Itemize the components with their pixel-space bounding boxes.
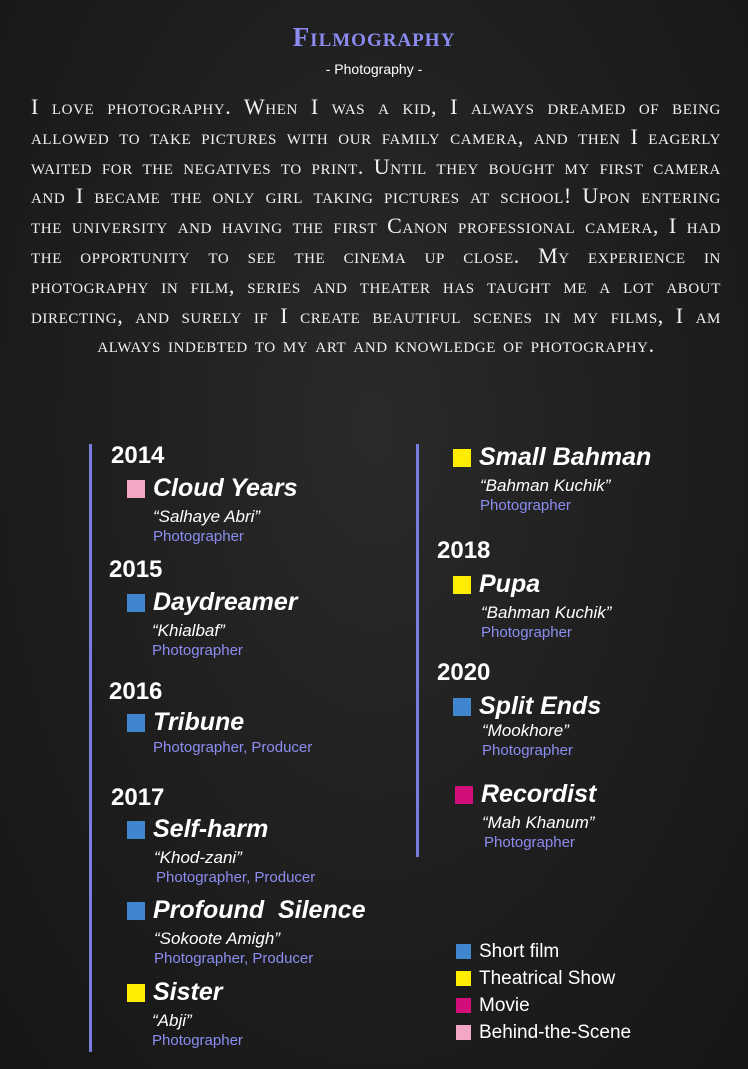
year-label: 2015 xyxy=(109,556,163,583)
film-entry xyxy=(127,978,243,1049)
film-original-title: “Mah Khanum” xyxy=(482,813,595,832)
year-label: 2014 xyxy=(111,442,165,469)
film-title: Recordist xyxy=(481,780,597,808)
year-label: 2017 xyxy=(111,784,165,811)
year-label: 2018 xyxy=(437,537,491,564)
legend-label: Short film xyxy=(479,940,560,962)
film-role: Photographer, Producer xyxy=(153,739,313,756)
film-original-title: “Bahman Kuchik” xyxy=(481,603,612,622)
film-original-title: “Salhaye Abri” xyxy=(153,507,261,526)
category-square-icon xyxy=(127,480,145,498)
legend-item xyxy=(456,938,631,965)
film-title: Sister xyxy=(153,978,223,1006)
legend xyxy=(456,938,631,1046)
category-square-icon xyxy=(455,786,473,804)
legend-item xyxy=(456,992,631,1019)
film-original-title: “Bahman Kuchik” xyxy=(480,476,611,495)
film-title: Cloud Years xyxy=(153,474,298,502)
category-square-icon xyxy=(127,714,145,732)
category-square-icon xyxy=(456,971,471,986)
film-role: Photographer xyxy=(484,834,575,851)
film-title: Profound Silence xyxy=(153,896,366,924)
film-entry xyxy=(453,692,601,759)
film-role: Photographer, Producer xyxy=(156,869,316,886)
legend-label: Theatrical Show xyxy=(479,967,616,989)
film-entry xyxy=(127,896,366,967)
film-entry xyxy=(453,443,651,514)
film-entry xyxy=(455,780,596,851)
film-role: Photographer xyxy=(153,528,244,545)
film-entry xyxy=(453,570,611,641)
film-original-title: “Khod-zani” xyxy=(154,848,242,867)
film-original-title: “Abji” xyxy=(152,1011,192,1030)
category-square-icon xyxy=(127,594,145,612)
film-title: Tribune xyxy=(153,708,245,736)
legend-item xyxy=(456,1019,631,1046)
page-subtitle: - Photography - xyxy=(325,61,423,77)
category-square-icon xyxy=(456,998,471,1013)
film-title: Self-harm xyxy=(153,815,269,843)
legend-label: Behind-the-Scene xyxy=(479,1021,632,1043)
bio-paragraph: I love photography. When I was a kid, I always dreamed of being allowed to take pictures with our family camera, and then I eagerly waited for the negatives to print. Until they bought my first camera and I became the only girl taking pictures at school! Upon entering the university and having the first Canon professional camera, I had the opportunity to see the cinema up close. My experience in photography in film, series and theater has taught me a lot about directing, and surely if I create beautiful scenes in my films, I am always indebted to my art and knowledge of photography. xyxy=(31,94,722,358)
timeline-line-left xyxy=(89,444,92,1052)
film-original-title: “Sokoote Amigh” xyxy=(154,929,280,948)
film-entry xyxy=(127,588,298,659)
film-entry xyxy=(127,474,298,545)
legend-item xyxy=(456,965,631,992)
timeline-line-right xyxy=(416,444,419,857)
film-title: Pupa xyxy=(479,570,541,598)
film-original-title: “Khialbaf” xyxy=(152,621,225,640)
film-role: Photographer xyxy=(481,624,572,641)
category-square-icon xyxy=(453,449,471,467)
category-square-icon xyxy=(127,902,145,920)
film-role: Photographer xyxy=(152,642,243,659)
year-label: 2016 xyxy=(109,678,163,705)
category-square-icon xyxy=(453,698,471,716)
film-entry xyxy=(127,708,312,756)
film-role: Photographer, Producer xyxy=(154,950,314,967)
film-role: Photographer xyxy=(152,1032,243,1049)
page-title: Filmography xyxy=(292,22,456,52)
category-square-icon xyxy=(456,944,471,959)
category-square-icon xyxy=(127,821,145,839)
legend-label: Movie xyxy=(479,994,530,1016)
film-title: Small Bahman xyxy=(479,443,652,471)
film-entry xyxy=(127,815,315,886)
film-role: Photographer xyxy=(480,497,571,514)
category-square-icon xyxy=(453,576,471,594)
film-role: Photographer xyxy=(482,742,573,759)
film-title: Split Ends xyxy=(479,692,602,720)
year-label: 2020 xyxy=(437,659,491,686)
film-original-title: “Mookhore” xyxy=(482,721,569,740)
category-square-icon xyxy=(127,984,145,1002)
category-square-icon xyxy=(456,1025,471,1040)
film-title: Daydreamer xyxy=(153,588,298,616)
